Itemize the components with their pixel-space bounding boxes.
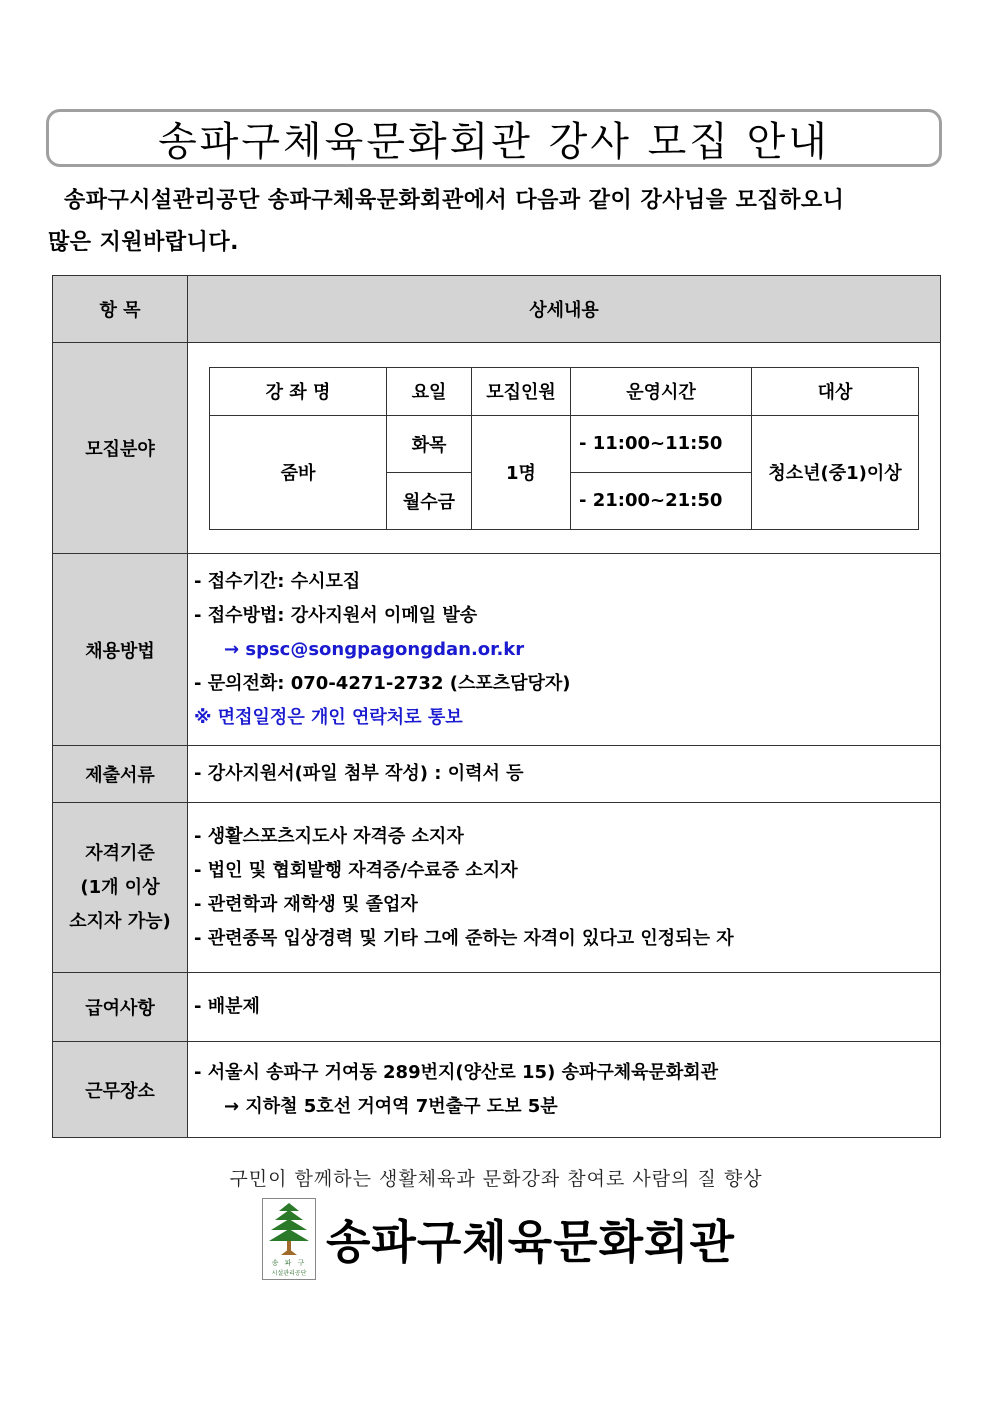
qual-label-1: 자격기준: [85, 842, 155, 864]
method-way: - 접수방법: 강사지원서 이메일 발송: [194, 604, 478, 626]
day-1: 화목: [387, 415, 472, 472]
salary-text: - 배분제: [194, 996, 260, 1017]
qual-line: - 관련종목 입상경력 및 기타 그에 준하는 자격이 있다고 인정되는 자: [194, 927, 734, 949]
page-title: 송파구체육문화회관 강사 모집 안내: [158, 118, 830, 165]
logo-small-1: 송 파 구: [271, 1259, 307, 1267]
label-documents: 제출서류: [53, 746, 188, 803]
tree-logo-icon: [262, 1198, 316, 1280]
col-day: 요일: [387, 367, 472, 415]
workplace-address: - 서울시 송파구 거여동 289번지(양산로 15) 송파구체육문화회관: [194, 1061, 719, 1083]
method-notice: ※ 면접일정은 개인 연락처로 통보: [194, 706, 463, 728]
intro-line-1: 송파구시설관리공단 송파구체육문화회관에서 다음과 같이 강사님을 모집하오니: [64, 188, 845, 213]
label-recruit: 모집분야: [53, 343, 188, 554]
footer-slogan: 구민이 함께하는 생활체육과 문화강좌 참여로 사람의 질 향상: [229, 1168, 763, 1190]
label-method: 채용방법: [53, 554, 188, 746]
intro-line-2: 많은 지원바랍니다.: [48, 230, 240, 255]
label-qualification: [53, 803, 188, 973]
header-detail: 상세내용: [188, 276, 941, 343]
col-target: 대상: [752, 367, 919, 415]
label-workplace: 근무장소: [53, 1042, 188, 1138]
label-salary: 급여사항: [53, 973, 188, 1042]
target: 청소년(중1)이상: [752, 415, 919, 529]
col-count: 모집인원: [472, 367, 571, 415]
time-2: - 21:00~21:50: [571, 472, 752, 529]
recruit-table: [209, 367, 919, 530]
qual-line: - 생활스포츠지도사 자격증 소지자: [194, 825, 464, 847]
col-course: 강 좌 명: [210, 367, 387, 415]
qual-label-2: (1개 이상: [80, 876, 160, 898]
qual-line: - 법인 및 협회발행 자격증/수료증 소지자: [194, 859, 518, 881]
time-1: - 11:00~11:50: [571, 415, 752, 472]
course-name: 줌바: [210, 415, 387, 529]
method-phone: - 문의전화: 070-4271-2732 (스포츠담당자): [194, 672, 571, 694]
day-2: 월수금: [387, 472, 472, 529]
footer-logo: [262, 1198, 735, 1280]
documents-text: - 강사지원서(파일 첨부 작성) : 이력서 등: [194, 763, 524, 784]
tree-graphic: [267, 1199, 311, 1257]
info-table: [52, 275, 941, 1138]
method-email[interactable]: → spsc@songpagongdan.or.kr: [224, 638, 525, 660]
header-item: 항 목: [53, 276, 188, 343]
intro-text: [48, 180, 948, 264]
qual-label-3: 소지자 가능): [69, 910, 171, 932]
col-time: 운영시간: [571, 367, 752, 415]
title-box: [46, 109, 942, 167]
logo-text: 송파구체육문화회관: [326, 1215, 735, 1269]
recruit-count: 1명: [472, 415, 571, 529]
logo-small-2: 시설관리공단: [271, 1270, 307, 1277]
method-period: - 접수기간: 수시모집: [194, 570, 361, 592]
workplace-directions: → 지하철 5호선 거여역 7번출구 도보 5분: [224, 1095, 558, 1117]
qual-line: - 관련학과 재학생 및 졸업자: [194, 893, 418, 915]
